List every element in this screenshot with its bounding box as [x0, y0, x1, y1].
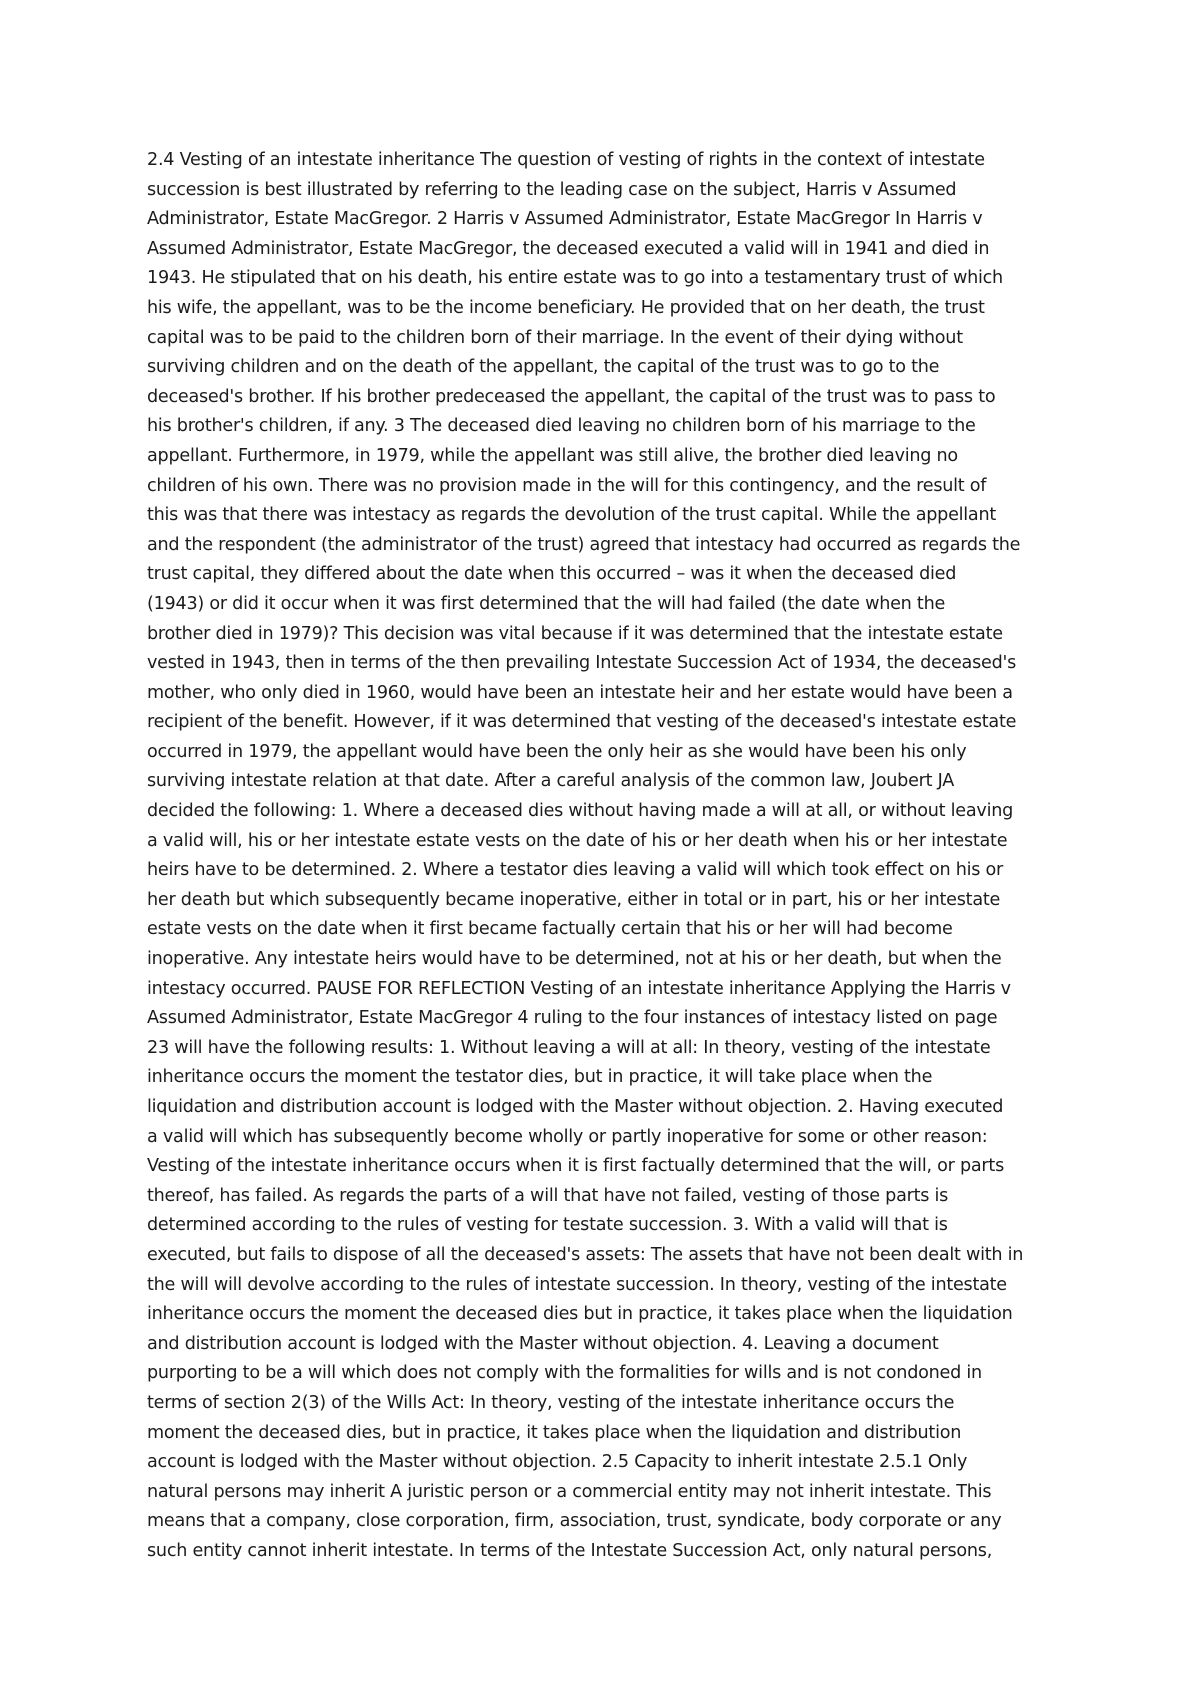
text-line: inheritance occurs the moment the deceased dies but in practice, it takes place when the liquidation	[147, 1304, 1013, 1325]
text-line: Administrator, Estate MacGregor. 2 Harris v Assumed Administrator, Estate MacGregor In Harris v	[147, 209, 983, 230]
text-line: capital was to be paid to the children born of their marriage. In the event of their dying without	[147, 327, 963, 348]
text-line: Assumed Administrator, Estate MacGregor, the deceased executed a valid will in 1941 and died in	[147, 238, 990, 259]
text-line: such entity cannot inherit intestate. In terms of the Intestate Succession Act, only natural persons,	[147, 1540, 993, 1561]
text-line: thereof, has failed. As regards the parts of a will that have not failed, vesting of those parts is	[147, 1185, 949, 1206]
text-line: his wife, the appellant, was to be the income beneficiary. He provided that on her death, the trust	[147, 297, 985, 318]
document-body	[147, 146, 1067, 1567]
text-line: her death but which subsequently became inoperative, either in total or in part, his or her intestate	[147, 889, 1001, 910]
text-line: occurred in 1979, the appellant would have been the only heir as she would have been his only	[147, 741, 967, 762]
text-line: mother, who only died in 1960, would have been an intestate heir and her estate would have been a	[147, 682, 1013, 703]
text-line: 23 will have the following results: 1. Without leaving a will at all: In theory, vesting of the intestate	[147, 1037, 991, 1058]
text-line: natural persons may inherit A juristic person or a commercial entity may not inherit intestate. This	[147, 1481, 992, 1502]
text-line: Assumed Administrator, Estate MacGregor 4 ruling to the four instances of intestacy listed on page	[147, 1008, 998, 1029]
text-line: determined according to the rules of vesting for testate succession. 3. With a valid will that is	[147, 1215, 948, 1236]
text-line: inoperative. Any intestate heirs would have to be determined, not at his or her death, but when the	[147, 949, 1002, 970]
text-line: liquidation and distribution account is lodged with the Master without objection. 2. Having executed	[147, 1097, 1004, 1117]
text-line: succession is best illustrated by referring to the leading case on the subject, Harris v Assumed	[147, 179, 957, 200]
text-line: brother died in 1979)? This decision was vital because if it was determined that the intestate estate	[147, 623, 1003, 644]
text-line: means that a company, close corporation, firm, association, trust, syndicate, body corporate or any	[147, 1511, 1002, 1532]
text-line: account is lodged with the Master without objection. 2.5 Capacity to inherit intestate 2.5.1 Only	[147, 1452, 968, 1473]
text-line: decided the following: 1. Where a deceased dies without having made a will at all, or without leaving	[147, 801, 1014, 822]
text-line: (1943) or did it occur when it was first determined that the will had failed (the date when the	[147, 593, 946, 614]
text-line: executed, but fails to dispose of all the deceased's assets: The assets that have not been dealt with in	[147, 1244, 1024, 1265]
text-line: this was that there was intestacy as regards the devolution of the trust capital. While the appellant	[147, 505, 996, 526]
text-line: 2.4 Vesting of an intestate inheritance The question of vesting of rights in the context of intestate	[147, 150, 985, 170]
text-line: appellant. Furthermore, in 1979, while the appellant was still alive, the brother died leaving no	[147, 445, 958, 466]
text-line: a valid will, his or her intestate estate vests on the date of his or her death when his or her intestate	[147, 830, 1008, 851]
text-line: estate vests on the date when it first became factually certain that his or her will had become	[147, 919, 953, 940]
text-line: purporting to be a will which does not comply with the formalities for wills and is not condoned in	[147, 1363, 982, 1384]
text-line: surviving intestate relation at that date. After a careful analysis of the common law, Joubert JA	[147, 771, 955, 792]
text-line: 1943. He stipulated that on his death, his entire estate was to go into a testamentary trust of which	[147, 268, 1003, 289]
text-line: his brother's children, if any. 3 The deceased died leaving no children born of his marriage to the	[147, 416, 976, 437]
text-line: vested in 1943, then in terms of the then prevailing Intestate Succession Act of 1934, the deceased's	[147, 653, 1016, 674]
text-line: terms of section 2(3) of the Wills Act: In theory, vesting of the intestate inheritance occurs the	[147, 1392, 955, 1413]
text-line: deceased's brother. If his brother predeceased the appellant, the capital of the trust was to pass to	[147, 386, 996, 407]
text-line: a valid will which has subsequently become wholly or partly inoperative for some or other reason:	[147, 1126, 988, 1147]
text-line: heirs have to be determined. 2. Where a testator dies leaving a valid will which took effect on his or	[147, 860, 1004, 881]
text-line: the will will devolve according to the rules of intestate succession. In theory, vesting of the intestate	[147, 1274, 1007, 1295]
text-line: surviving children and on the death of the appellant, the capital of the trust was to go to the	[147, 357, 940, 378]
text-line: and the respondent (the administrator of the trust) agreed that intestacy had occurred as regards the	[147, 534, 1021, 555]
text-line: moment the deceased dies, but in practice, it takes place when the liquidation and distribution	[147, 1422, 962, 1443]
text-line: Vesting of the intestate inheritance occurs when it is first factually determined that the will, or parts	[147, 1156, 1004, 1177]
text-line: and distribution account is lodged with the Master without objection. 4. Leaving a document	[147, 1333, 939, 1354]
text-line: children of his own. There was no provision made in the will for this contingency, and the result of	[147, 475, 987, 496]
text-line: intestacy occurred. PAUSE FOR REFLECTION Vesting of an intestate inheritance Applying the Harris v	[147, 978, 1011, 999]
text-line: recipient of the benefit. However, if it was determined that vesting of the deceased's intestate estate	[147, 712, 1017, 733]
text-line: inheritance occurs the moment the testator dies, but in practice, it will take place when the	[147, 1067, 933, 1088]
text-line: trust capital, they differed about the date when this occurred – was it when the deceased died	[147, 564, 957, 585]
